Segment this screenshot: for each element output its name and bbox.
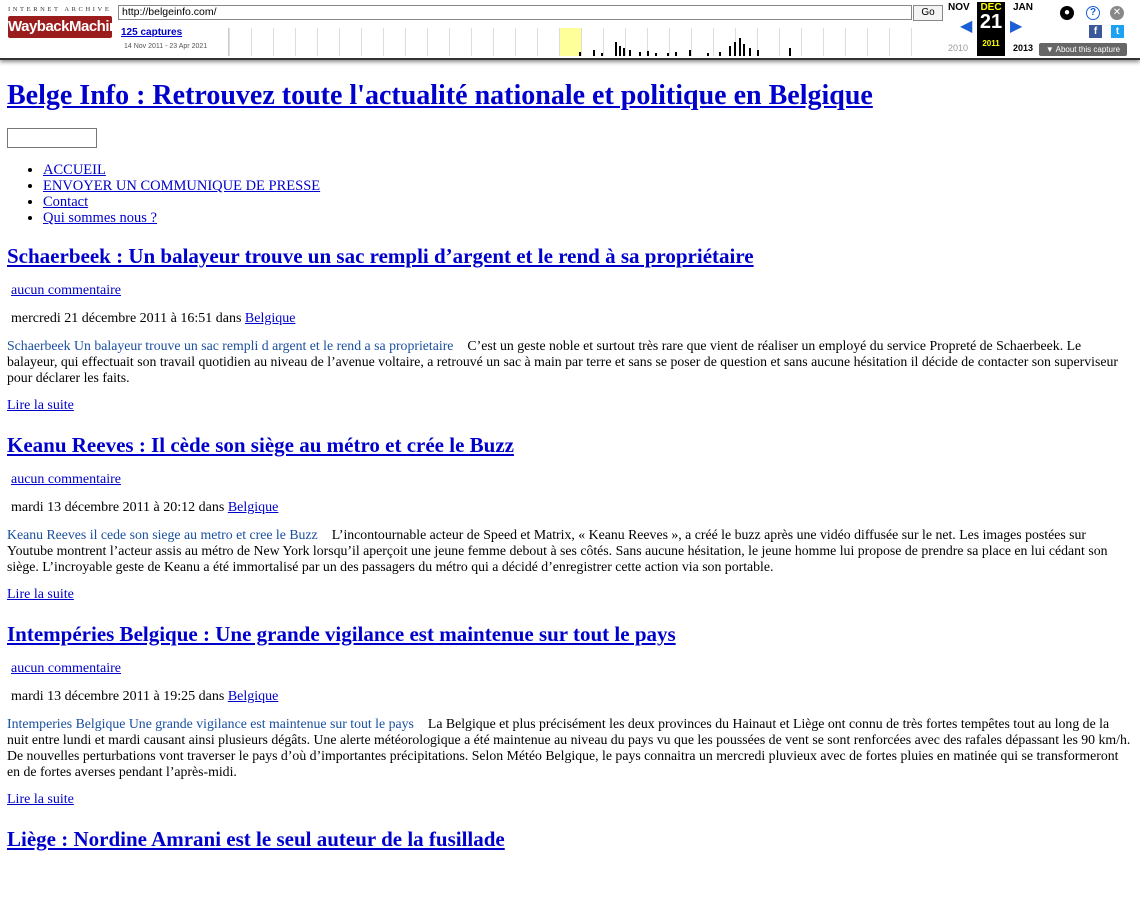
sparkline-bar: [629, 50, 631, 56]
captures-link[interactable]: 125 captures: [121, 27, 183, 38]
sparkline-bar: [593, 50, 595, 56]
post-title-link[interactable]: Liège : Nordine Amrani est le seul auteur de la fusillade: [7, 827, 505, 851]
sparkline-month-tick: [427, 28, 428, 56]
sparkline-bar: [619, 46, 621, 56]
sparkline-month-tick: [229, 28, 230, 56]
comments-link[interactable]: aucun commentaire: [11, 283, 122, 298]
sparkline-bar: [655, 53, 657, 56]
sparkline-bar: [749, 48, 751, 56]
facebook-icon[interactable]: f: [1089, 25, 1102, 38]
sparkline-month-tick: [361, 28, 362, 56]
post-title: [7, 431, 1133, 459]
sparkline-month-tick: [339, 28, 340, 56]
sparkline-month-tick: [779, 28, 780, 56]
sparkline-bar: [601, 53, 603, 56]
sparkline-month-tick: [493, 28, 494, 56]
sparkline-bar: [623, 48, 625, 56]
current-year: 2011: [977, 39, 1005, 48]
sparkline-month-tick: [889, 28, 890, 56]
post-date: [11, 499, 1133, 517]
sparkline-month-tick: [251, 28, 252, 56]
post-excerpt-text: La Belgique et plus précisément les deux provinces du Hainaut et Liège ont connu de très fortes tempêtes tout au long de la nuit entre lundi et mardi causant ainsi plusieurs dégâts. Une alerte météorologique a été maintenue au niveau du pays vu que les poussées de vent se sont renforcées avec des rafales dépassant les 90 km/h. De nouvelles perturbations vont traverser le pays d’où d’importantes précipitations. Selon Météo Belgique, le pays connaitra un mercredi pluvieux avec de fortes pluies en matinée qui se transformeront en de fortes averses pendant l’après-midi.: [7, 716, 1131, 779]
post-image-broken[interactable]: Schaerbeek Un balayeur trouve un sac rempli d argent et le rend a sa proprietaire: [7, 338, 454, 353]
post-comments: [11, 660, 1133, 678]
post: [7, 825, 1133, 853]
post-image-broken[interactable]: Intemperies Belgique Une grande vigilance est maintenue sur tout le pays: [7, 716, 414, 731]
post-excerpt: [7, 338, 1133, 386]
current-capture: [977, 2, 1005, 56]
sparkline-highlight: [559, 28, 581, 56]
sparkline-month-tick: [845, 28, 846, 56]
post-excerpt-text: C’est un geste noble et surtout très rare que vient de réaliser un employé du service Propreté de Schaerbeek. Le balayeur, qui effectuait son travail quotidien au niveau de l’avenue voltaire, a retrouvé un sac à main par terre et sans se poser de question et sans aucune hésitation il décide de contacter son superviseur pour déclarer les faits.: [7, 338, 1118, 385]
site-title: [7, 78, 1133, 114]
sparkline-month-tick: [625, 28, 626, 56]
read-more-link[interactable]: Lire la suite: [7, 587, 74, 602]
twitter-icon[interactable]: t: [1111, 25, 1124, 38]
prev-month-label[interactable]: NOV: [948, 2, 970, 13]
post-image-broken[interactable]: Keanu Reeves il cede son siege au metro et cree le Buzz: [7, 527, 318, 542]
sparkline-bar: [739, 38, 741, 56]
category-link[interactable]: Belgique: [244, 311, 296, 326]
search-input[interactable]: [7, 128, 97, 148]
sparkline-month-tick: [295, 28, 296, 56]
sparkline-bar: [647, 51, 649, 56]
sparkline-month-tick: [603, 28, 604, 56]
post-title: [7, 825, 1133, 853]
nav-item-about: [43, 210, 1133, 226]
user-icon[interactable]: ●: [1060, 6, 1074, 20]
sparkline-month-tick: [559, 28, 560, 56]
sparkline-month-tick: [801, 28, 802, 56]
url-input[interactable]: http://belgeinfo.com/: [118, 5, 912, 20]
nav-link-accueil[interactable]: ACCUEIL: [43, 162, 106, 178]
nav-link-about[interactable]: Qui sommes nous ?: [43, 210, 157, 226]
post-comments: [11, 282, 1133, 300]
capture-sparkline[interactable]: [228, 28, 941, 56]
post: [7, 431, 1133, 604]
site-title-link[interactable]: Belge Info : Retrouvez toute l'actualité nationale et politique en Belgique: [7, 80, 873, 111]
sparkline-bar: [757, 50, 759, 56]
prev-year[interactable]: 2010: [948, 43, 969, 53]
sparkline-bar: [667, 53, 669, 56]
post-title: [7, 242, 1133, 270]
post-date-text: mercredi 21 décembre 2011 à 16:51 dans: [11, 311, 245, 326]
read-more-link[interactable]: Lire la suite: [7, 398, 74, 413]
sparkline-month-tick: [273, 28, 274, 56]
sparkline-month-tick: [713, 28, 714, 56]
post-date: [11, 688, 1133, 706]
capture-date-range: 14 Nov 2011 - 23 Apr 2021: [124, 43, 208, 50]
sparkline-bar: [615, 42, 617, 56]
post: [7, 242, 1133, 415]
nav-item-contact: [43, 194, 1133, 210]
next-month-label[interactable]: JAN: [1013, 2, 1034, 13]
sparkline-bar: [675, 52, 677, 56]
wayback-toolbar: [0, 0, 1140, 60]
sparkline-month-tick: [383, 28, 384, 56]
nav-link-communique[interactable]: ENVOYER UN COMMUNIQUE DE PRESSE: [43, 178, 321, 194]
go-button[interactable]: Go: [913, 5, 943, 21]
sparkline-month-tick: [823, 28, 824, 56]
logo-main-text: WaybackMachine: [8, 16, 112, 38]
sparkline-month-tick: [581, 28, 582, 56]
close-icon[interactable]: ✕: [1110, 6, 1124, 20]
sparkline-month-tick: [669, 28, 670, 56]
sparkline-month-tick: [515, 28, 516, 56]
post-date-text: mardi 13 décembre 2011 à 19:25 dans: [11, 689, 228, 704]
sparkline-bar: [579, 52, 581, 56]
sparkline-month-tick: [449, 28, 450, 56]
nav-item-communique: [43, 178, 1133, 194]
comments-link[interactable]: aucun commentaire: [11, 472, 122, 487]
sparkline-month-tick: [537, 28, 538, 56]
sparkline-bar: [689, 50, 691, 56]
next-year[interactable]: 2013: [1013, 43, 1034, 53]
sparkline-bar: [789, 48, 791, 56]
prev-capture-arrow-icon[interactable]: ◀: [960, 18, 973, 35]
post-title-link[interactable]: Intempéries Belgique : Une grande vigilance est maintenue sur tout le pays: [7, 622, 676, 646]
sparkline-month-tick: [691, 28, 692, 56]
sparkline-bar: [639, 52, 641, 56]
sparkline-bar: [734, 42, 736, 56]
sparkline-month-tick: [911, 28, 912, 56]
current-month-label: DEC: [980, 2, 1002, 13]
nav-link-contact[interactable]: Contact: [43, 194, 89, 210]
comments-link[interactable]: aucun commentaire: [11, 661, 122, 676]
help-icon[interactable]: ?: [1086, 6, 1100, 20]
post: [7, 620, 1133, 809]
calendar-nav: [944, 0, 1040, 56]
logo-top-text: INTERNET ARCHIVE: [8, 6, 112, 13]
post-excerpt: [7, 716, 1133, 780]
about-capture-button[interactable]: ▼ About this capture: [1039, 43, 1127, 56]
sparkline-bar: [719, 52, 721, 56]
next-capture-arrow-icon[interactable]: ▶: [1010, 18, 1023, 35]
post-excerpt: [7, 527, 1133, 575]
nav-item-accueil: [43, 162, 1133, 178]
post-title-link[interactable]: Schaerbeek : Un balayeur trouve un sac rempli d’argent et le rend à sa propriétaire: [7, 244, 754, 268]
sparkline-month-tick: [471, 28, 472, 56]
wayback-logo[interactable]: [8, 6, 126, 38]
post-comments: [11, 471, 1133, 489]
sparkline-bar: [729, 46, 731, 56]
post-title: [7, 620, 1133, 648]
sparkline-month-tick: [317, 28, 318, 56]
page-content: [0, 78, 1140, 853]
post-date-text: mardi 13 décembre 2011 à 20:12 dans: [11, 500, 228, 515]
sparkline-month-tick: [405, 28, 406, 56]
sparkline-bar: [743, 44, 745, 56]
current-day: 21: [979, 11, 1003, 33]
post-title-link[interactable]: Keanu Reeves : Il cède son siège au métro et crée le Buzz: [7, 433, 514, 457]
post-date: [11, 310, 1133, 328]
category-link[interactable]: Belgique: [227, 689, 279, 704]
sparkline-bar: [707, 53, 709, 56]
read-more-link[interactable]: Lire la suite: [7, 792, 74, 807]
main-nav: [7, 162, 1133, 226]
category-link[interactable]: Belgique: [227, 500, 279, 515]
sparkline-month-tick: [867, 28, 868, 56]
post-excerpt-text: L’incontournable acteur de Speed et Matrix, « Keanu Reeves », a créé le buzz après une vidéo diffusée sur le net. Les images postées sur Youtube montrent l’acteur assis au métro de New York lorsqu’il aperçoit une jeune femme debout à ses côtés. Sans aucune hésitation, le jeune homme lui propose de prendre sa place en lui cédant son siège. L’incroyable geste de Keanu a été immortalisé par un des passagers du métro qui a décidé d’enregistrer cette action via son portable.: [7, 527, 1108, 574]
